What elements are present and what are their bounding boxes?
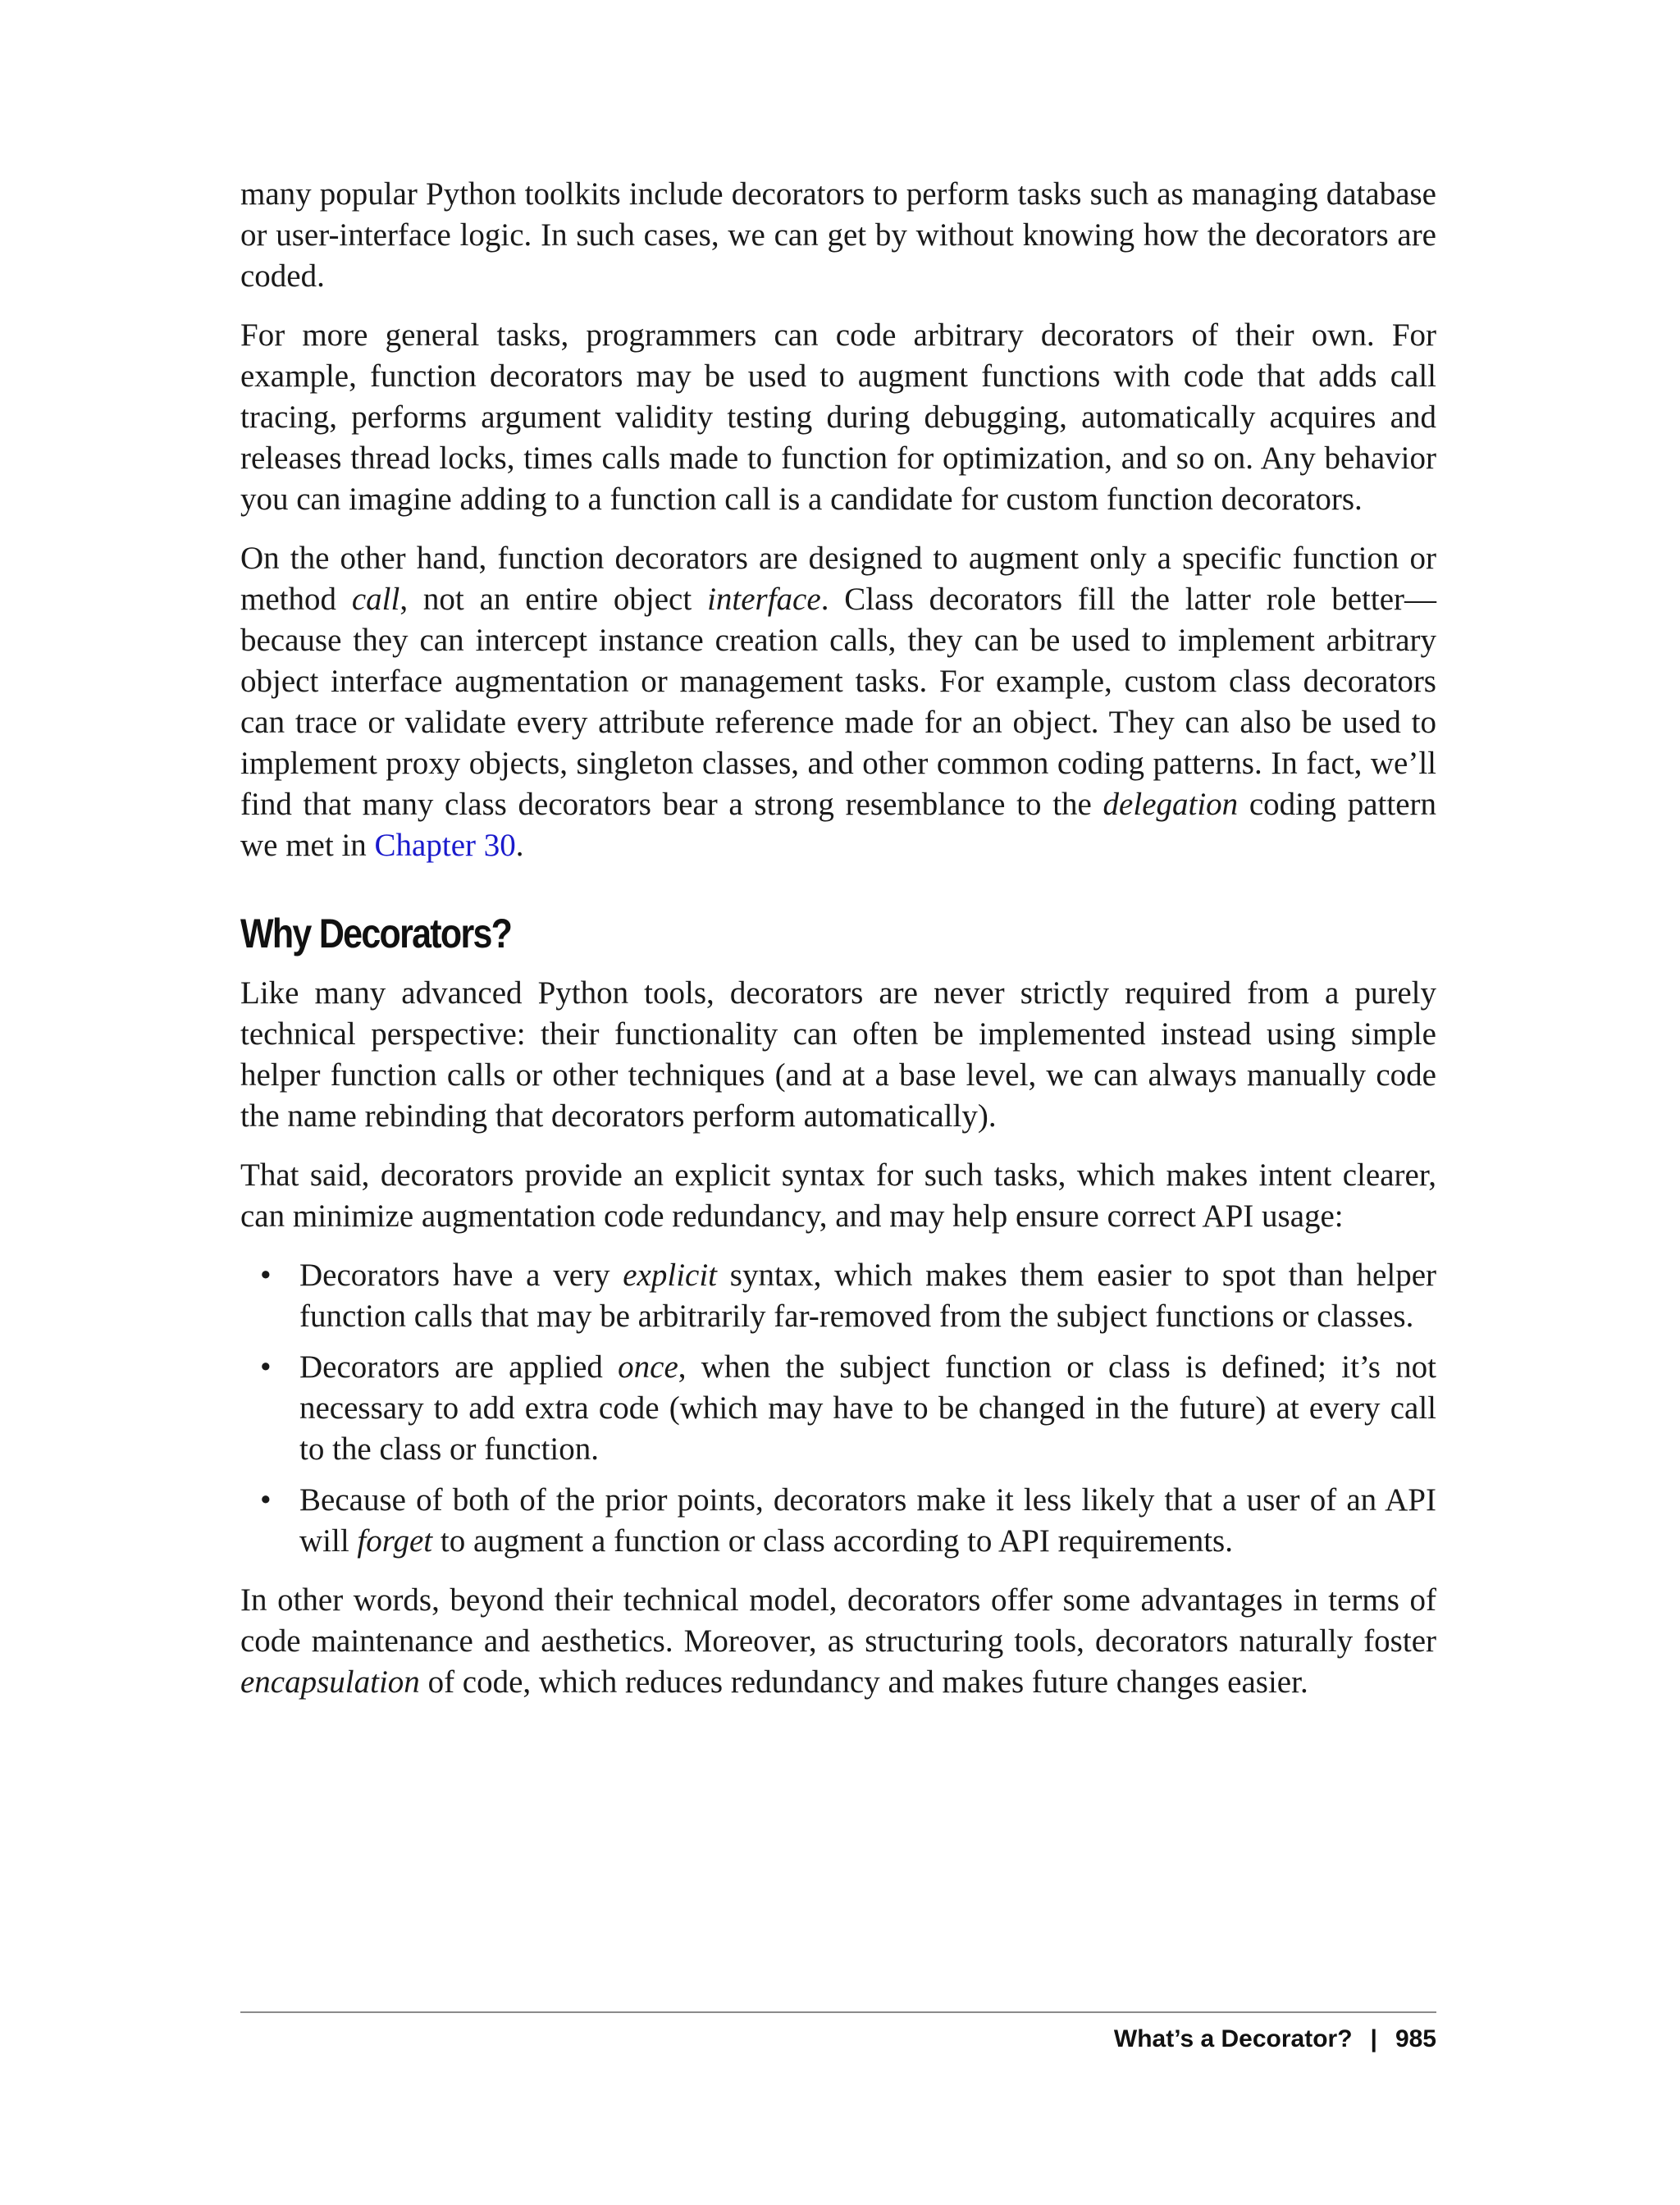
list-item — [240, 1480, 1436, 1562]
emphasis-call: call — [351, 582, 400, 617]
paragraph-that-said: That said, decorators provide an explicit syntax for such tasks, which makes intent clearer, can minimize augmentation code redundancy, and may help ensure correct API usage: — [240, 1157, 1436, 1234]
bullet-icon: • — [260, 1482, 272, 1518]
text-run: coding pattern we met in — [240, 787, 1436, 863]
text-run: In other words, beyond their technical model, decorators offer some advantages in terms of code maintenance and aesthetics. Moreover, as structuring tools, decorators naturally foster — [240, 1582, 1436, 1659]
text-run: syntax, which makes them easier to spot than helper function calls that may be arbitrarily far-removed from the subject functions or classes. — [299, 1258, 1436, 1334]
page-number: 985 — [1395, 2025, 1436, 2052]
text-run: of code, which reduces redundancy and makes future changes easier. — [419, 1664, 1308, 1700]
text-run: Decorators are applied — [299, 1349, 619, 1385]
list-item — [240, 1347, 1436, 1470]
emphasis-once: once — [618, 1349, 678, 1385]
list-item — [240, 1255, 1436, 1337]
bullet-list — [240, 1255, 1436, 1562]
footer-divider — [240, 2011, 1436, 2013]
text-run: , when the subject function or class is defined; it’s not necessary to add extra code (which may have to be changed in the future) at every call to the class or function. — [299, 1349, 1436, 1467]
text-run: , not an entire object — [399, 582, 708, 617]
text-run: On the other hand, function decorators are designed to augment only a specific function or method — [240, 541, 1436, 617]
footer-separator: | — [1370, 2025, 1377, 2052]
page-body — [240, 174, 1436, 1721]
paragraph-class-decorators — [240, 538, 1436, 866]
emphasis-encapsulation: encapsulation — [240, 1664, 420, 1700]
text-run: . Class decorators fill the latter role better—because they can intercept instance creation calls, they can be used to implement arbitrary object interface augmentation or management tasks. For example, custom class decorators can trace or validate every attribute reference made for an object. They can also be used to implement proxy objects, singleton classes, and other common coding patterns. In fact, we’ll find that many class decorators bear a strong resemblance to the — [240, 582, 1436, 822]
emphasis-forget: forget — [357, 1523, 433, 1559]
text-run: to augment a function or class according to API requirements. — [432, 1523, 1233, 1559]
paragraph-in-other-words — [240, 1580, 1436, 1703]
paragraph-general-tasks: For more general tasks, programmers can code arbitrary decorators of their own. For example, function decorators may be used to augment functions with code that adds call tracing, performs argument validity testing during debugging, automatically acquires and releases thread locks, times calls made to function for optimization, and so on. Any behavior you can imagine adding to a function call is a candidate for custom function decorators. — [240, 317, 1436, 517]
page-footer — [1114, 2023, 1436, 2056]
chapter-30-link[interactable]: Chapter 30 — [374, 828, 516, 863]
section-heading: Why Decorators? — [240, 911, 512, 956]
paragraph-intro-continuation: many popular Python toolkits include decorators to perform tasks such as managing database or user-interface logic. In such cases, we can get by without knowing how the decorators are coded. — [240, 176, 1436, 294]
text-run: . — [515, 828, 524, 863]
bullet-icon: • — [260, 1349, 272, 1385]
bullet-icon: • — [260, 1258, 272, 1293]
running-section-title: What’s a Decorator? — [1113, 2025, 1353, 2052]
emphasis-explicit: explicit — [623, 1258, 718, 1293]
paragraph-why-intro: Like many advanced Python tools, decorators are never strictly required from a purely technical perspective: their functionality can often be implemented instead using simple helper function calls or other techniques (and at a base level, we can always manually code the name rebinding that decorators perform automatically). — [240, 975, 1436, 1134]
emphasis-interface: interface — [707, 582, 821, 617]
text-run: Because of both of the prior points, decorators make it less likely that a user of an API will — [299, 1482, 1436, 1559]
text-run: Decorators have a very — [299, 1258, 623, 1293]
emphasis-delegation: delegation — [1102, 787, 1239, 822]
